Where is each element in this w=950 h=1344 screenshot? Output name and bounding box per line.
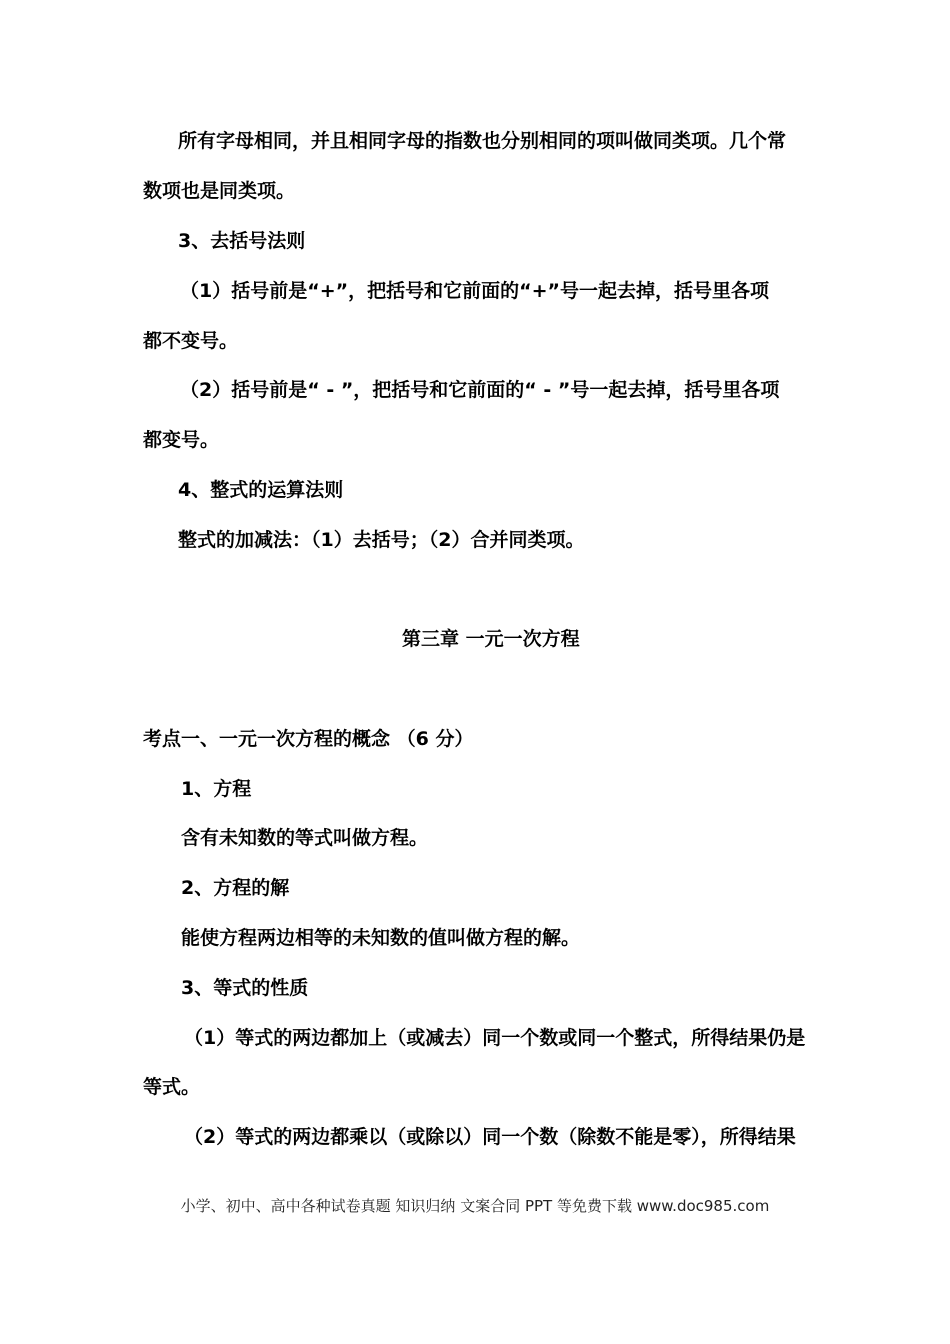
body-text-line: （1）等式的两边都加上（或减去）同一个数或同一个整式，所得结果仍是 xyxy=(184,1027,806,1049)
section-heading: 4、整式的运算法则 xyxy=(178,479,344,501)
section-heading: 3、去括号法则 xyxy=(178,230,306,252)
section-heading: 1、方程 xyxy=(181,778,252,800)
body-text-line: 都不变号。 xyxy=(143,330,239,352)
topic-heading: 考点一、一元一次方程的概念 （6 分） xyxy=(143,728,474,750)
body-text-line: （1）括号前是“+”，把括号和它前面的“+”号一起去掉，括号里各项 xyxy=(180,280,770,302)
body-text-line: （2）等式的两边都乘以（或除以）同一个数（除数不能是零），所得结果 xyxy=(184,1126,796,1148)
body-text-line: 所有字母相同，并且相同字母的指数也分别相同的项叫做同类项。几个常 xyxy=(178,130,787,152)
section-heading: 2、方程的解 xyxy=(181,877,290,899)
body-text-line: 整式的加减法：（1）去括号；（2）合并同类项。 xyxy=(178,529,585,551)
body-text-line: 能使方程两边相等的未知数的值叫做方程的解。 xyxy=(181,927,581,949)
section-heading: 3、等式的性质 xyxy=(181,977,309,999)
body-text-line: 含有未知数的等式叫做方程。 xyxy=(181,827,429,849)
chapter-title: 第三章 一元一次方程 xyxy=(402,628,580,650)
body-text-line: 数项也是同类项。 xyxy=(143,180,296,202)
body-text-line: 等式。 xyxy=(143,1076,201,1098)
body-text-line: （2）括号前是“ - ”，把括号和它前面的“ - ”号一起去掉，括号里各项 xyxy=(180,379,780,401)
page-footer: 小学、初中、高中各种试卷真题 知识归纳 文案合同 PPT 等免费下载 www.doc985.com xyxy=(180,1197,770,1215)
body-text-line: 都变号。 xyxy=(143,429,220,451)
